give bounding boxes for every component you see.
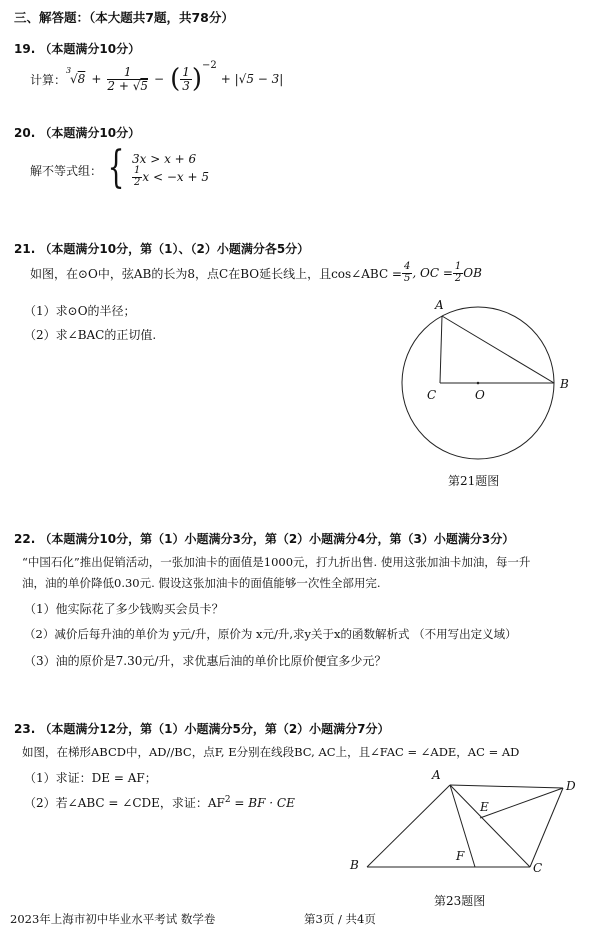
q20-line2	[132, 166, 209, 188]
q19-expression: 计算： 3 √8 + $\frac{1}{2 + √5}$ − ( $\frac{1}{3}$ ) −2 + |√5 − 3|	[30, 60, 284, 94]
q19-root-body: 8	[77, 72, 86, 86]
q19-prefix: 计算：	[30, 72, 67, 87]
q23-segment-ab	[367, 785, 450, 867]
q19-fraction: $\frac{1}{2 + √5}$	[107, 64, 148, 93]
q20-line2-rest: x < −x + 5	[142, 170, 209, 184]
q21-chord-ab	[442, 316, 554, 383]
q23-sub2-a: （2）若∠ABC = ∠CDE，求证：AF	[24, 796, 225, 810]
q19-exponent: −2	[202, 60, 217, 71]
section-title: 三、解答题：（本大题共7题，共78分）	[14, 10, 234, 25]
q21-cos-num: 4	[404, 261, 411, 272]
q22-sub1: （1）他实际花了多少钱购买会员卡？	[24, 602, 224, 616]
q21-header: 21. （本题满分10分，第（1）、（2）小题满分各5分）	[14, 242, 310, 256]
q23-sub1: （1）求证：DE = AF；	[24, 771, 157, 785]
q19-paren-num: 1	[182, 64, 190, 79]
q21-cos-den: 5	[404, 272, 411, 284]
q23-label-b: B	[350, 858, 359, 872]
q21-stem-a: 如图，在⊙O中，弦AB的长为8，点C在BO延长线上，且cos∠ABC =	[30, 266, 402, 281]
q20-prefix: 解不等式组：	[30, 163, 103, 178]
q21-stem-c: OB	[463, 266, 482, 280]
q21-stem	[30, 262, 482, 284]
q19-frac-num: 1	[107, 66, 148, 80]
q23-label-f: F	[456, 849, 465, 863]
q19-frac-den-sqrt: 5	[140, 78, 148, 93]
q20-line2-num: 1	[134, 165, 141, 176]
q23-label-e: E	[480, 800, 489, 814]
q20-line1: 3x > x + 6	[132, 152, 197, 166]
q21-label-o: O	[475, 388, 485, 402]
q23-stem: 如图，在梯形ABCD中，AD//BC，点F, E分别在线段BC, AC上，且∠FAC = ∠ADE，AC = AD	[22, 745, 520, 759]
q20-line2-den: 2	[134, 176, 141, 188]
q19-paren-den: 3	[182, 78, 190, 93]
footer-title: 2023年上海市初中毕业水平考试 数学卷	[10, 912, 216, 926]
q22-stem-line2: 油，油的单价降低0.30元. 假设这张加油卡的面值能够一次性全部用完.	[22, 576, 381, 590]
q23-segment-dc	[530, 788, 563, 867]
q23-sub2	[24, 794, 295, 811]
q21-oc-den: 2	[454, 272, 462, 284]
q19-cube-root: 3 √8	[66, 66, 86, 86]
q20-header: 20. （本题满分10分）	[14, 126, 141, 140]
q23-segment-ad	[450, 785, 563, 788]
q19-root-index: 3	[66, 66, 72, 75]
q19-header: 19. （本题满分10分）	[14, 42, 141, 56]
q22-sub3: （3）油的原价是7.30元/升，求优惠后油的单价比原价便宜多少元？	[24, 654, 387, 668]
q23-figure	[340, 765, 590, 885]
q21-figure	[390, 295, 590, 465]
q22-stem-line1: “中国石化”推出促销活动，一张加油卡的面值是1000元，打九折出售. 使用这张加油卡加油，每一升	[22, 555, 531, 569]
q20-brace: {	[107, 142, 125, 193]
q19-frac-den-a: 2 +	[107, 78, 133, 93]
q22-sub2: （2）减价后每升油的单价为 y元/升，原价为 x元/升,求y关于x的函数解析式 （不用写出定义域）	[24, 627, 517, 641]
q21-label-b: B	[560, 377, 569, 391]
q23-sub2-sup: 2	[224, 795, 231, 805]
q23-header: 23. （本题满分12分，第（1）小题满分5分，第（2）小题满分7分）	[14, 722, 390, 736]
q23-label-a: A	[432, 768, 441, 782]
footer-page-number: 第3页 / 共4页	[304, 912, 376, 926]
q19-paren-fraction	[180, 66, 192, 92]
q23-label-c: C	[533, 861, 543, 875]
q21-sub2: （2）求∠BAC的正切值.	[24, 328, 157, 342]
q21-label-c: C	[427, 388, 437, 402]
q19-abs-part: + |√5 − 3|	[220, 72, 284, 86]
q19-minus: −	[154, 72, 165, 86]
q21-center-dot	[477, 382, 480, 385]
q23-segment-de	[480, 788, 563, 818]
q21-sub1: （1）求⊙O的半径；	[24, 304, 136, 318]
q20-system	[30, 142, 209, 195]
q21-oc-num: 1	[454, 261, 462, 272]
q23-label-d: D	[566, 779, 576, 793]
q22-header: 22. （本题满分10分，第（1）小题满分3分，第（2）小题满分4分，第（3）小题满分3分）	[14, 532, 515, 546]
q21-segment-ac	[440, 316, 442, 383]
q21-figure-caption: 第21题图	[448, 474, 500, 488]
q23-sub2-b: = BF · CE	[230, 796, 295, 810]
q21-label-a: A	[435, 298, 444, 312]
q21-stem-b: , OC =	[412, 266, 453, 280]
q23-figure-caption: 第23题图	[434, 894, 486, 908]
